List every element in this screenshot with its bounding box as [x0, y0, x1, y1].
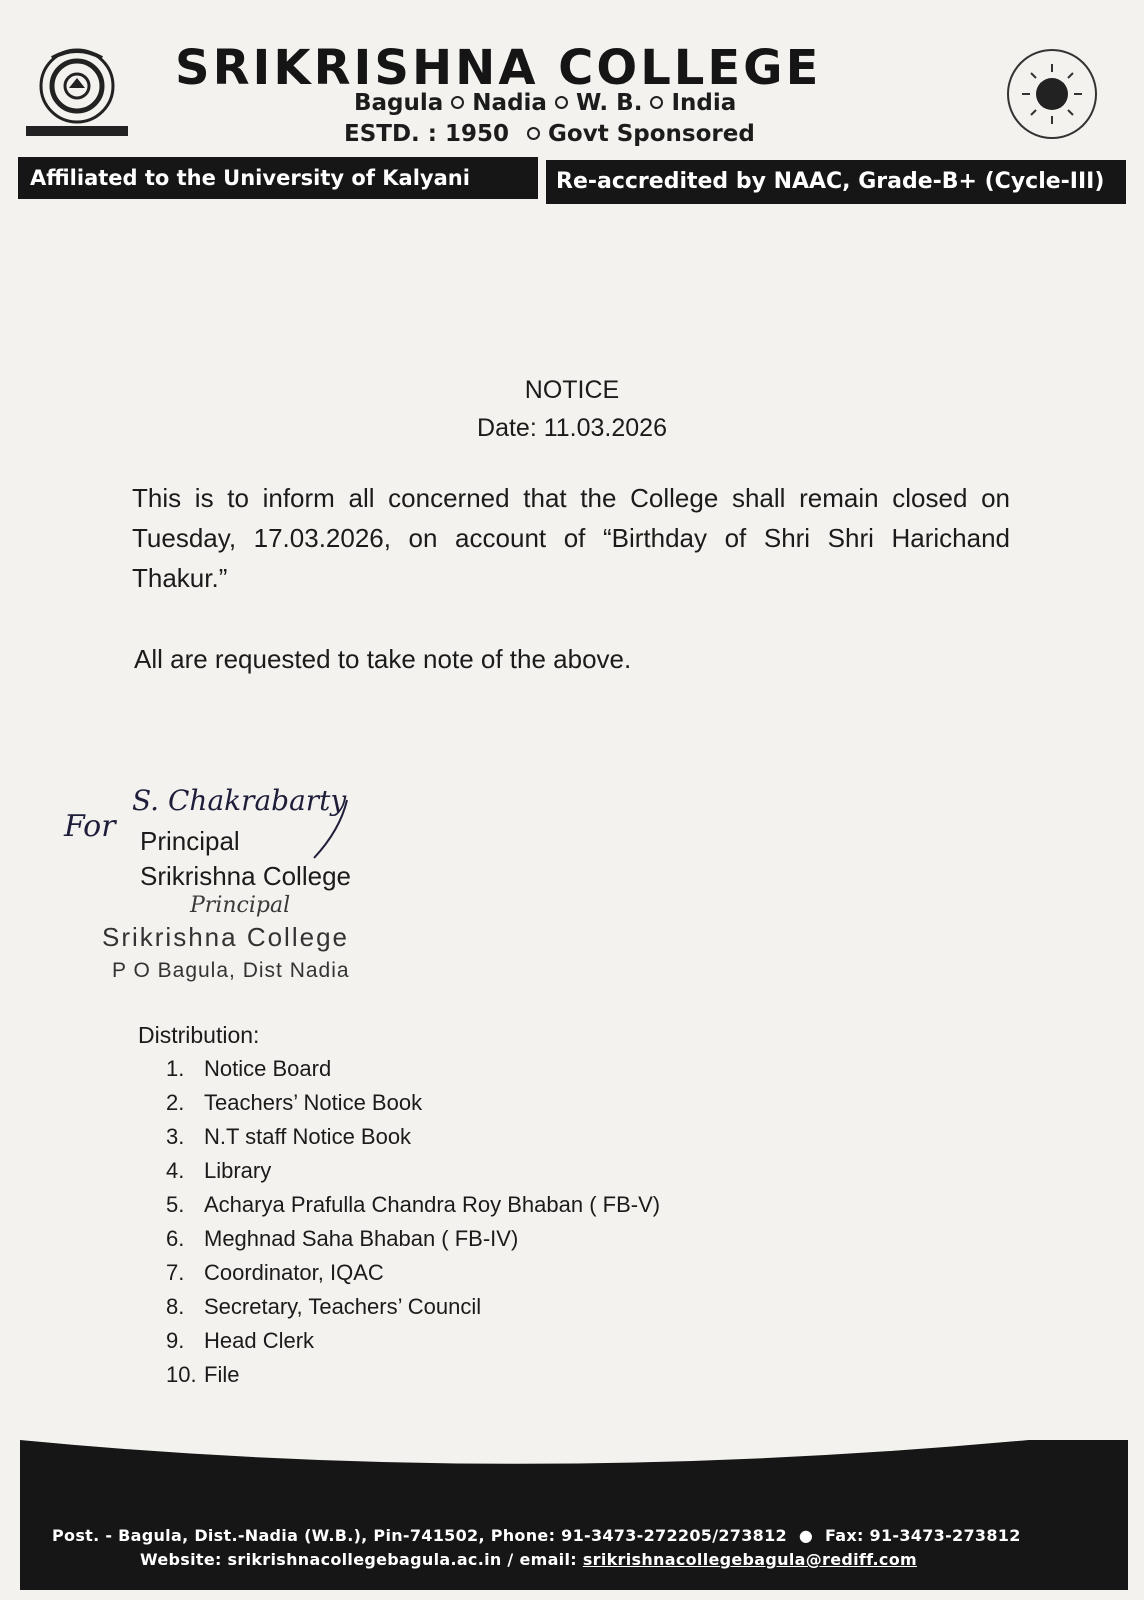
list-item — [166, 1290, 660, 1324]
item-text: File — [204, 1362, 240, 1387]
item-text: Library — [204, 1158, 272, 1183]
item-number: 9. — [166, 1328, 185, 1353]
item-number: 1. — [166, 1056, 185, 1081]
item-number: 2. — [166, 1090, 185, 1115]
college-emblem-icon — [22, 44, 132, 140]
signature-for: For — [64, 809, 116, 844]
item-number: 4. — [166, 1158, 185, 1183]
stamp-college: Srikrishna College — [102, 922, 349, 952]
list-item — [166, 1188, 660, 1222]
list-item — [166, 1120, 660, 1154]
item-text: Acharya Prafulla Chandra Roy Bhaban ( FB-V) — [204, 1192, 661, 1217]
address-district: Nadia — [472, 90, 547, 116]
estd-year: ESTD. : 1950 — [344, 121, 510, 147]
item-text: Notice Board — [204, 1056, 332, 1081]
footer-website: Website: srikrishnacollegebagula.ac.in / email: — [140, 1550, 583, 1569]
notice-date: Date: 11.03.2026 — [477, 414, 667, 442]
bullet-dot-icon: ● — [798, 1526, 814, 1545]
footer-address-phone: Post. - Bagula, Dist.-Nadia (W.B.), Pin-741502, Phone: 91-3473-272205/273812 — [52, 1526, 787, 1545]
bullet-circle-icon — [527, 127, 540, 140]
item-text: Secretary, Teachers’ Council — [204, 1294, 482, 1319]
footer-web — [140, 1550, 917, 1569]
list-item — [166, 1086, 660, 1120]
distribution-list — [166, 1052, 660, 1392]
college-name: SRIKRISHNA COLLEGE — [175, 40, 822, 96]
item-text: Teachers’ Notice Book — [204, 1090, 423, 1115]
list-item — [166, 1358, 660, 1392]
item-number: 3. — [166, 1124, 185, 1149]
item-text: Coordinator, IQAC — [204, 1260, 384, 1285]
list-item — [166, 1222, 660, 1256]
item-text: Meghnad Saha Bhaban ( FB-IV) — [204, 1226, 519, 1251]
notice-paragraph: This is to inform all concerned that the College shall remain closed on Tuesday, 17.03.2026, on account of “Birthday of Shri Shri Harichand Thakur.” — [132, 483, 1010, 593]
item-number: 10. — [166, 1362, 197, 1387]
list-item — [166, 1052, 660, 1086]
item-number: 6. — [166, 1226, 185, 1251]
address-line — [354, 90, 736, 116]
signatory-title: Principal — [140, 826, 240, 856]
notice-note: All are requested to take note of the above. — [134, 644, 632, 674]
signature-name: S. Chakrabarty — [132, 784, 347, 817]
footer-band — [0, 1440, 1144, 1600]
govt-sponsored: Govt Sponsored — [548, 121, 755, 147]
list-item — [166, 1154, 660, 1188]
estd-line — [344, 121, 755, 147]
list-item — [166, 1324, 660, 1358]
distribution-heading: Distribution: — [138, 1022, 260, 1048]
footer-email-link[interactable]: srikrishnacollegebagula@rediff.com — [582, 1550, 917, 1569]
bullet-circle-icon — [650, 96, 663, 109]
accreditation-band: Re-accredited by NAAC, Grade-B+ (Cycle-III) — [546, 160, 1126, 204]
item-text: Head Clerk — [204, 1328, 315, 1353]
footer-fax: Fax: 91-3473-273812 — [824, 1526, 1021, 1545]
address-country: India — [671, 90, 737, 116]
footer-contact — [52, 1526, 1021, 1545]
signatory-college: Srikrishna College — [140, 861, 351, 891]
address-place: Bagula — [354, 90, 444, 116]
address-state: W. B. — [575, 90, 643, 116]
affiliation-band: Affiliated to the University of Kalyani — [18, 157, 538, 199]
stamp-address: P O Bagula, Dist Nadia — [112, 959, 350, 982]
stamp-principal: Principal — [190, 893, 291, 918]
item-number: 8. — [166, 1294, 185, 1319]
bullet-circle-icon — [555, 96, 568, 109]
bullet-circle-icon — [451, 96, 464, 109]
item-text: N.T staff Notice Book — [204, 1124, 412, 1149]
naac-seal-icon — [988, 44, 1116, 144]
item-number: 5. — [166, 1192, 185, 1217]
item-number: 7. — [166, 1260, 185, 1285]
list-item — [166, 1256, 660, 1290]
notice-title: NOTICE — [524, 376, 620, 404]
